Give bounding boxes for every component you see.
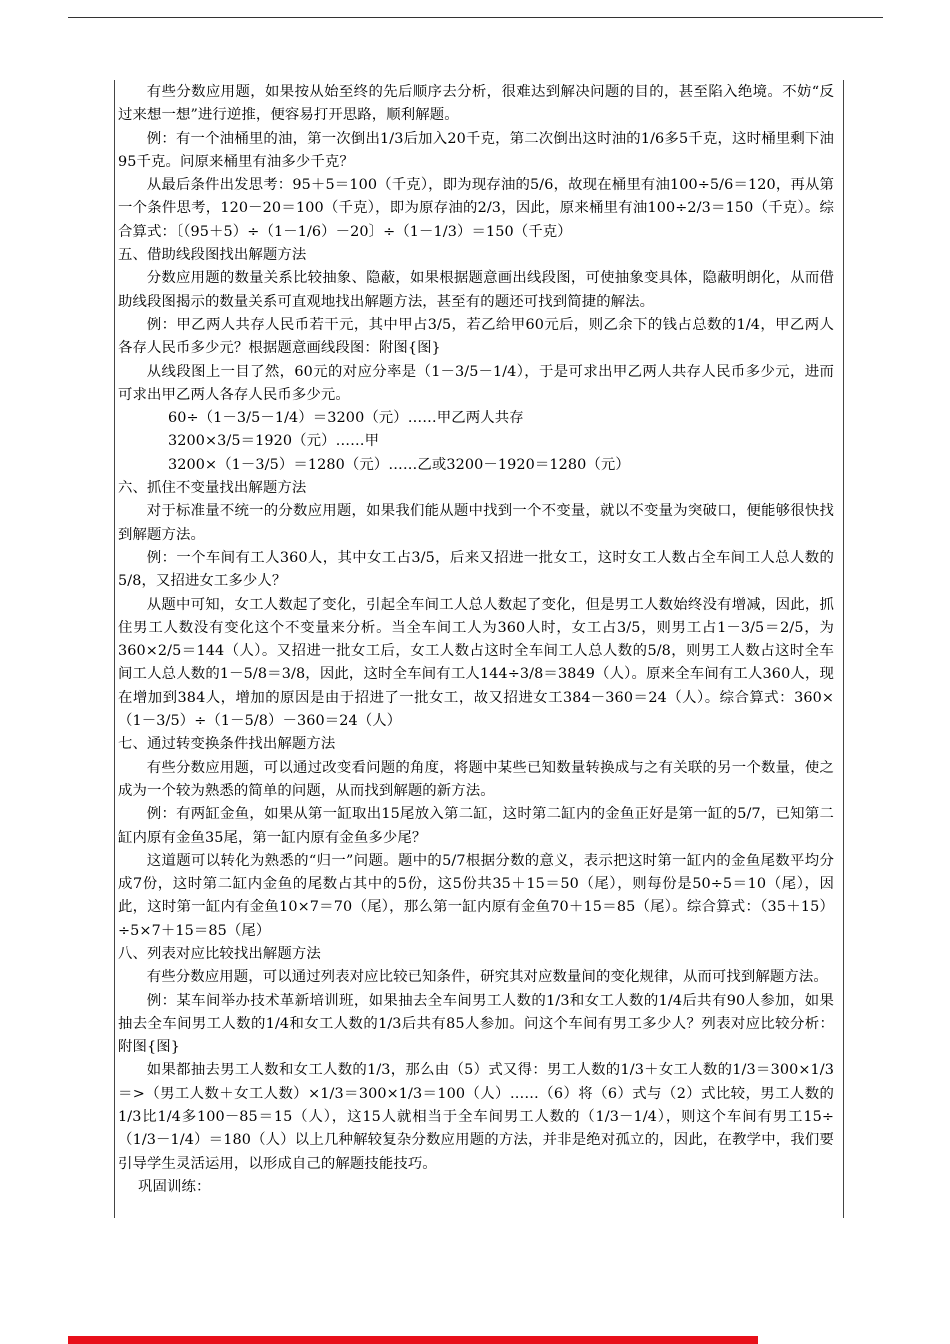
paragraph: 对于标准量不统一的分数应用题，如果我们能从题中找到一个不变量，就以不变量为突破口，便能够很快找到解题方法。	[118, 503, 834, 543]
paragraph: 有些分数应用题，可以通过改变看问题的角度，将题中某些已知数量转换成与之有关联的另一个数量，使之成为一个较为熟悉的简单的问题，从而找到解题的新方法。	[118, 759, 834, 799]
paragraph: 分数应用题的数量关系比较抽象、隐蔽，如果根据题意画出线段图，可使抽象变具体，隐蔽明朗化，从而借助线段图揭示的数量关系可直观地找出解题方法，甚至有的题还可找到简捷的解法。	[118, 270, 834, 310]
paragraph: 从最后条件出发思考：95＋5＝100（千克），即为现存油的5/6，故现在桶里有油100÷5/6＝120，再从第一个条件思考，120－20＝100（千克），即为原存油的2/3，因此，原来桶里有油100÷2/3＝150（千克）。综合算式：〔（95＋5）÷（1－1/6）－20〕÷（1－1/3）＝150（千克）	[118, 177, 834, 240]
formula-line: 3200×（1－3/5）＝1280（元）……乙或3200－1920＝1280（元）	[168, 456, 630, 473]
document-body	[118, 81, 834, 1199]
paragraph: 这道题可以转化为熟悉的“归一”问题。题中的5/7根据分数的意义，表示把这时第一缸内的金鱼尾数平均分成7份，这时第二缸内金鱼的尾数占其中的5份，这5份共35＋15＝50（尾），则每份是50÷5＝10（尾），因此，这时第一缸内有金鱼10×7＝70（尾），那么第一缸内原有金鱼70＋15＝85（尾）。综合算式：（35＋15）÷5×7＋15＝85（尾）	[118, 852, 834, 939]
section-heading: 五、借助线段图找出解题方法	[118, 247, 307, 264]
footer-bar	[68, 1336, 758, 1344]
paragraph: 从题中可知，女工人数起了变化，引起全车间工人总人数起了变化，但是男工人数始终没有增减，因此，抓住男工人数没有变化这个不变量来分析。当全车间工人为360人时，女工占3/5，则男工占1－3/5＝2/5，为360×2/5＝144（人）。又招进一批女工后，女工人数占这时全车间工人总人数的5/8，则男工人数占这时全车间工人总人数的1－5/8＝3/8，因此，这时全车间有工人144÷3/8＝3849（人）。原来全车间有工人360人，现在增加到384人，增加的原因是由于招进了一批女工，故又招进女工384－360＝24（人）。综合算式：360×（1－3/5）÷（1－5/8）－360＝24（人）	[118, 596, 834, 730]
paragraph: 例：有一个油桶里的油，第一次倒出1/3后加入20千克，第二次倒出这时油的1/6多5千克，这时桶里剩下油95千克。问原来桶里有油多少千克？	[118, 130, 834, 170]
formula-line: 3200×3/5＝1920（元）……甲	[168, 433, 380, 450]
paragraph: 从线段图上一目了然，60元的对应分率是（1－3/5－1/4），于是可求出甲乙两人共存人民币多少元，进而可求出甲乙两人各存人民币多少元。	[118, 363, 834, 403]
paragraph: 例：某车间举办技术革新培训班，如果抽去全车间男工人数的1/3和女工人数的1/4后共有90人参加，如果抽去全车间男工人数的1/4和女工人数的1/3后共有85人参加。问这个车间有男工多少人？列表对应比较分析：附图{图}	[118, 992, 834, 1056]
paragraph: 有些分数应用题，可以通过列表对应比较已知条件，研究其对应数量间的变化规律，从而可找到解题方法。	[146, 969, 828, 986]
section-heading: 七、通过转变换条件找出解题方法	[118, 736, 336, 753]
header-rule	[68, 17, 883, 18]
paragraph: 例：有两缸金鱼，如果从第一缸取出15尾放入第二缸，这时第二缸内的金鱼正好是第一缸的5/7，已知第二缸内原有金鱼35尾，第一缸内原有金鱼多少尾？	[118, 806, 834, 846]
section-heading: 六、抓住不变量找出解题方法	[118, 480, 307, 497]
paragraph: 如果都抽去男工人数和女工人数的1/3，那么由（5）式又得：男工人数的1/3＋女工人数的1/3＝300×1/3＝>（男工人数＋女工人数）×1/3＝300×1/3＝100（人）……（6）将（6）式与（2）式比较，男工人数的1/3比1/4多100－85＝15（人），这15人就相当于全车间男工人数的（1/3－1/4），则这个车间有男工15÷（1/3－1/4）＝180（人）以上几种解较复杂分数应用题的方法，并非是绝对孤立的，因此，在教学中，我们要引导学生灵活运用，以形成自己的解题技能技巧。	[118, 1062, 834, 1172]
formula-line: 60÷（1－3/5－1/4）＝3200（元）……甲乙两人共存	[168, 410, 524, 427]
paragraph: 例：甲乙两人共存人民币若干元，其中甲占3/5，若乙给甲60元后，则乙余下的钱占总数的1/4，甲乙两人各存人民币多少元？根据题意画线段图：附图{图}	[118, 316, 834, 357]
training-label: 巩固训练：	[138, 1178, 211, 1195]
paragraph: 有些分数应用题，如果按从始至终的先后顺序去分析，很难达到解决问题的目的，甚至陷入绝境。不妨“反过来想一想”进行逆推，便容易打开思路，顺利解题。	[118, 84, 834, 124]
paragraph: 例：一个车间有工人360人，其中女工占3/5，后来又招进一批女工，这时女工人数占全车间工人总人数的5/8，又招进女工多少人？	[118, 549, 834, 590]
section-heading: 八、列表对应比较找出解题方法	[118, 945, 321, 962]
